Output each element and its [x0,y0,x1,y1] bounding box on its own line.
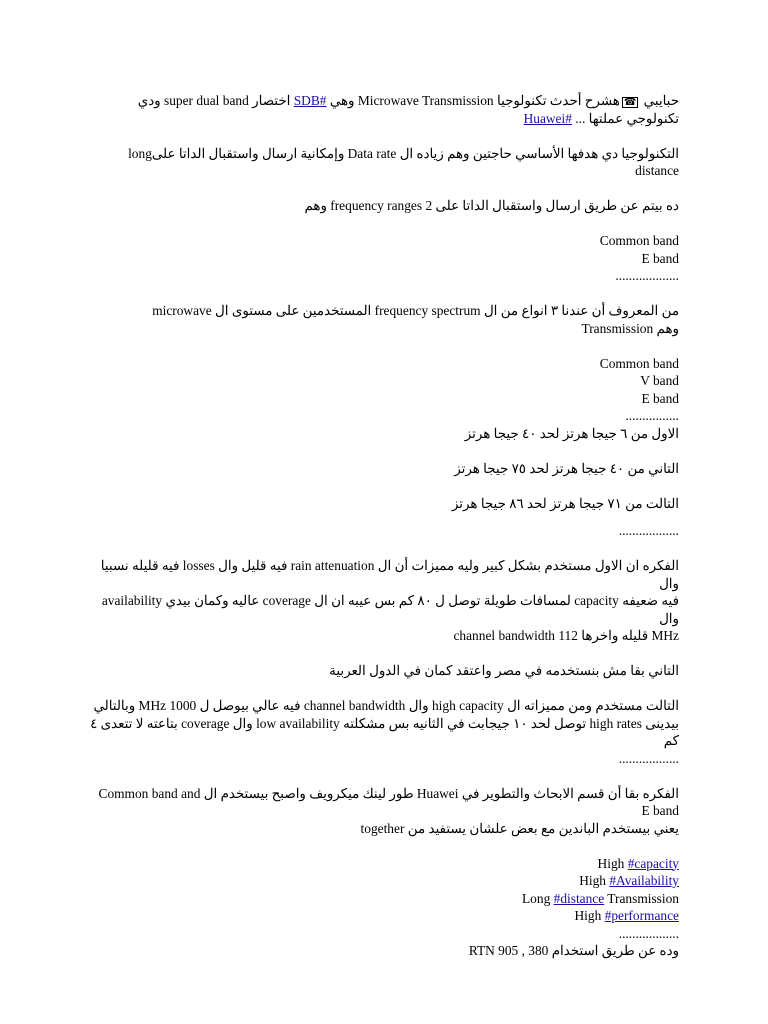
benefit-prefix: Long [522,890,554,906]
list2-item: E band [641,390,679,406]
benefit-item [90,872,679,890]
intro-line-2-text: تكنولوجي عملتها ... [571,110,679,126]
separator: .................. [618,925,679,941]
hashtag-performance-link[interactable]: #performance [604,908,679,923]
hashtag-distance-link[interactable]: #distance [553,890,605,906]
intro-text: هشرح أحدث تكنولوجيا Microwave Transmission وهي [326,93,620,108]
range-line-2: التاني من ٤٠ جيجا هرتز لحد ٧٥ جيجا هرتز [454,460,679,476]
intro-suffix: اختصار super dual band ودي [137,93,294,108]
separator: .................. [618,523,679,538]
huawei-line-2: together يعني بيستخدم الباندين مع بعض علشان يستفيد من [360,820,679,836]
benefit-suffix: Transmission [604,890,679,906]
method-line: ده بيتم عن طريق ارسال واستقبال الداتا على 2 frequency ranges وهم [304,198,679,213]
third-band-line-3: كم [663,733,679,748]
separator: .................. [618,750,679,766]
intro-line-1 [90,92,679,110]
benefit-prefix: High [579,873,610,888]
list2-item: Common band [599,355,679,371]
separator: ................... [615,268,679,283]
benefit-item [90,890,679,908]
hashtag-sdb-link[interactable]: #SDB [293,93,327,108]
first-band-line-3: channel bandwidth قليله واخرها 112 MHz [453,628,679,643]
hashtag-huawei-link[interactable]: #Huawei [523,110,572,126]
hashtag-availability-link[interactable]: #Availability [609,873,679,888]
intro-prefix: حبايبي [643,93,679,108]
list1-item: Common band [599,233,679,248]
benefit-prefix: High [574,908,605,923]
hashtag-capacity-link[interactable]: #capacity [627,855,679,871]
first-band-line-2: availability عاليه وكمان بيدي coverage لمسافات طويلة توصل ل ٨٠ كم بس عيبه ان ال capacity فيه ضعيفه وال [101,593,679,626]
range-line-1: الاول من ٦ جيجا هرتز لحد ٤٠ جيجا هرتز [464,425,679,441]
second-band-line: التاني بقا مش بنستخدمه في مصر واعتقد كمان في الدول العربية [329,663,679,678]
spectrum-line-2: Transmission وهم [581,320,679,336]
benefit-item [90,855,679,873]
phone-icon: ☎ [623,97,637,108]
benefit-item [90,907,679,925]
separator: ................ [625,408,679,423]
huawei-line-1: الفكره بقا أن قسم الابحاث والتطوير في Huawei طور لينك ميكرويف واصبح بيستخدم ال Common band and E band [98,785,679,818]
goal-line: التكنولوجيا دي هدفها الأساسي حاجتين وهم زياده ال Data rate وإمكانية ارسال واستقبال الداتا علىlong distance [128,145,679,178]
third-band-line-1: التالت مستخدم ومن مميزاته ال high capacity وال channel bandwidth فيه عالي بيوصل ل 1000 MHz وبالتالي [93,698,679,713]
list2-item: V band [640,373,679,388]
list1-item: E band [641,250,679,266]
rtn-line: وده عن طريق استخدام RTN 905 , 380 [468,943,679,958]
spectrum-line-1: من المعروف أن عندنا ٣ انواع من ال frequency spectrum المستخدمين على مستوى ال microwave [152,303,679,318]
benefit-prefix: High [597,855,628,871]
post-body [90,92,679,960]
intro-line-2 [90,110,679,128]
range-line-3: التالت من ٧١ جيجا هرتز لحد ٨٦ جيجا هرتز [451,495,679,511]
first-band-line-1: الفكره ان الاول مستخدم بشكل كبير وليه مميزات أن ال rain attenuation فيه قليل وال losses فيه قليله نسبيا وال [100,558,679,591]
third-band-line-2: بيدينى high rates توصل لحد ١٠ جيجابت في الثانيه بس مشكلته low availability وال coverage بتاعته لا تتعدى ٤ [90,715,679,731]
